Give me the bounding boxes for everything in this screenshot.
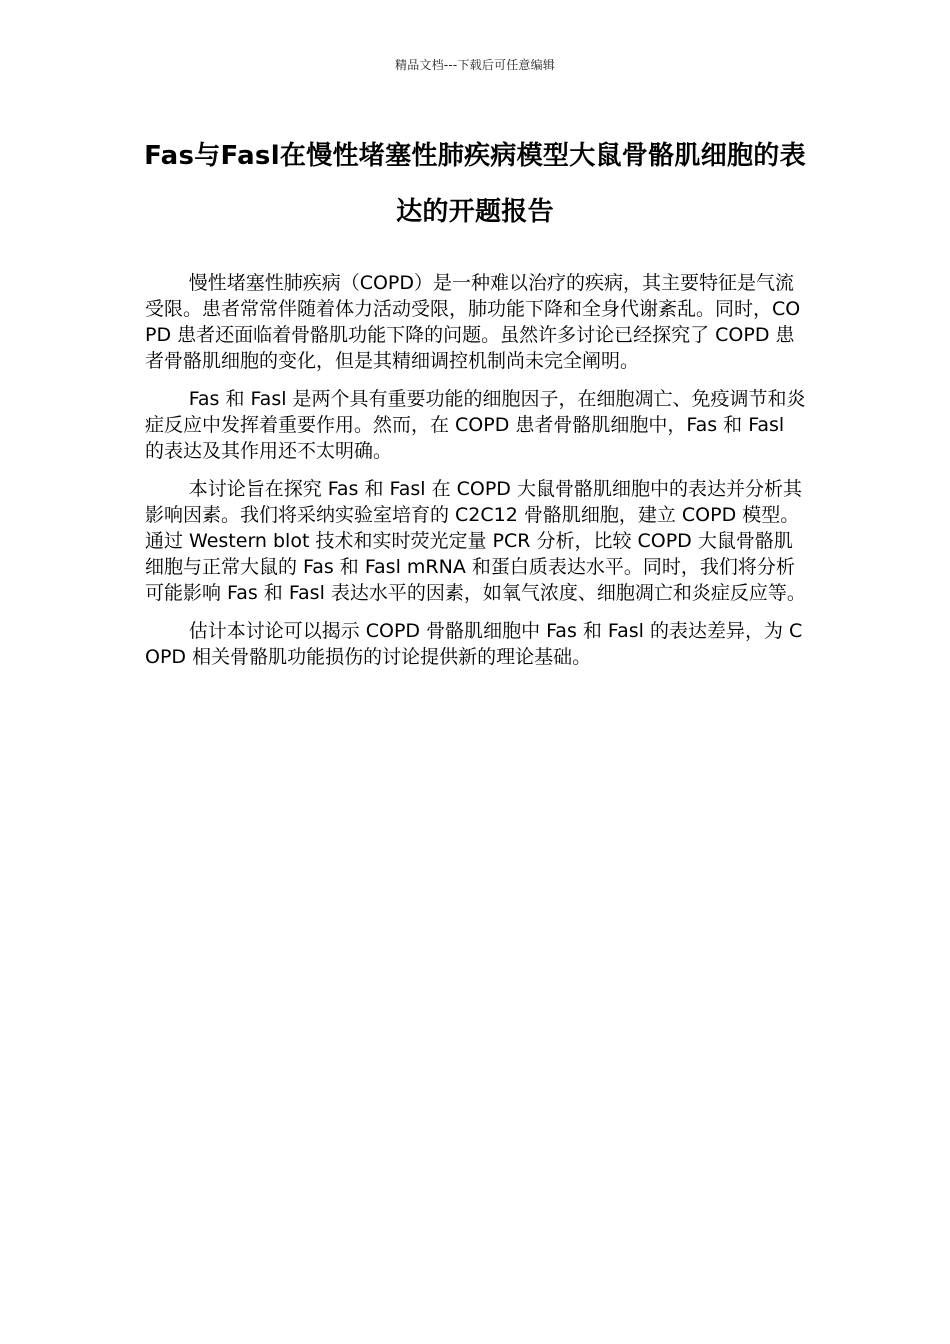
body-paragraph-1: 慢性堵塞性肺疾病（COPD）是一种难以治疗的疾病，其主要特征是气流受限。患者常常伴随着体力活动受限，肺功能下降和全身代谢紊乱。同时，COPD 患者还面临着骨骼肌功能下降的问题。虽然许多讨论已经探究了 COPD 患者骨骼肌细胞的变化，但是其精细调控机制尚未完全阐明。: [145, 272, 801, 372]
body-paragraph-3: 本讨论旨在探究 Fas 和 Fasl 在 COPD 大鼠骨骼肌细胞中的表达并分析其影响因素。我们将采纳实验室培育的 C2C12 骨骼肌细胞，建立 COPD 模型。通过 Western blot 技术和实时荧光定量 PCR 分析，比较 COPD 大鼠骨骼肌细胞与正常大鼠的 Fas 和 Fasl mRNA 和蛋白质表达水平。同时，我们将分析可能影响 Fas 和 Fasl 表达水平的因素，如氧气浓度、细胞凋亡和炎症反应等。: [145, 478, 806, 604]
document-body: [145, 270, 807, 682]
running-header: 精品文档---下载后可任意编辑: [395, 58, 555, 72]
body-paragraph-4: 估计本讨论可以揭示 COPD 骨骼肌细胞中 Fas 和 Fasl 的表达差异，为 COPD 相关骨骼肌功能损伤的讨论提供新的理论基础。: [145, 620, 803, 668]
body-paragraph-2: Fas 和 Fasl 是两个具有重要功能的细胞因子，在细胞凋亡、免疫调节和炎症反应中发挥着重要作用。然而，在 COPD 患者骨骼肌细胞中，Fas 和 Fasl 的表达及其作用还不太明确。: [145, 388, 806, 462]
document-title: Fas与Fasl在慢性堵塞性肺疾病模型大鼠骨骼肌细胞的表达的开题报告: [144, 141, 806, 227]
